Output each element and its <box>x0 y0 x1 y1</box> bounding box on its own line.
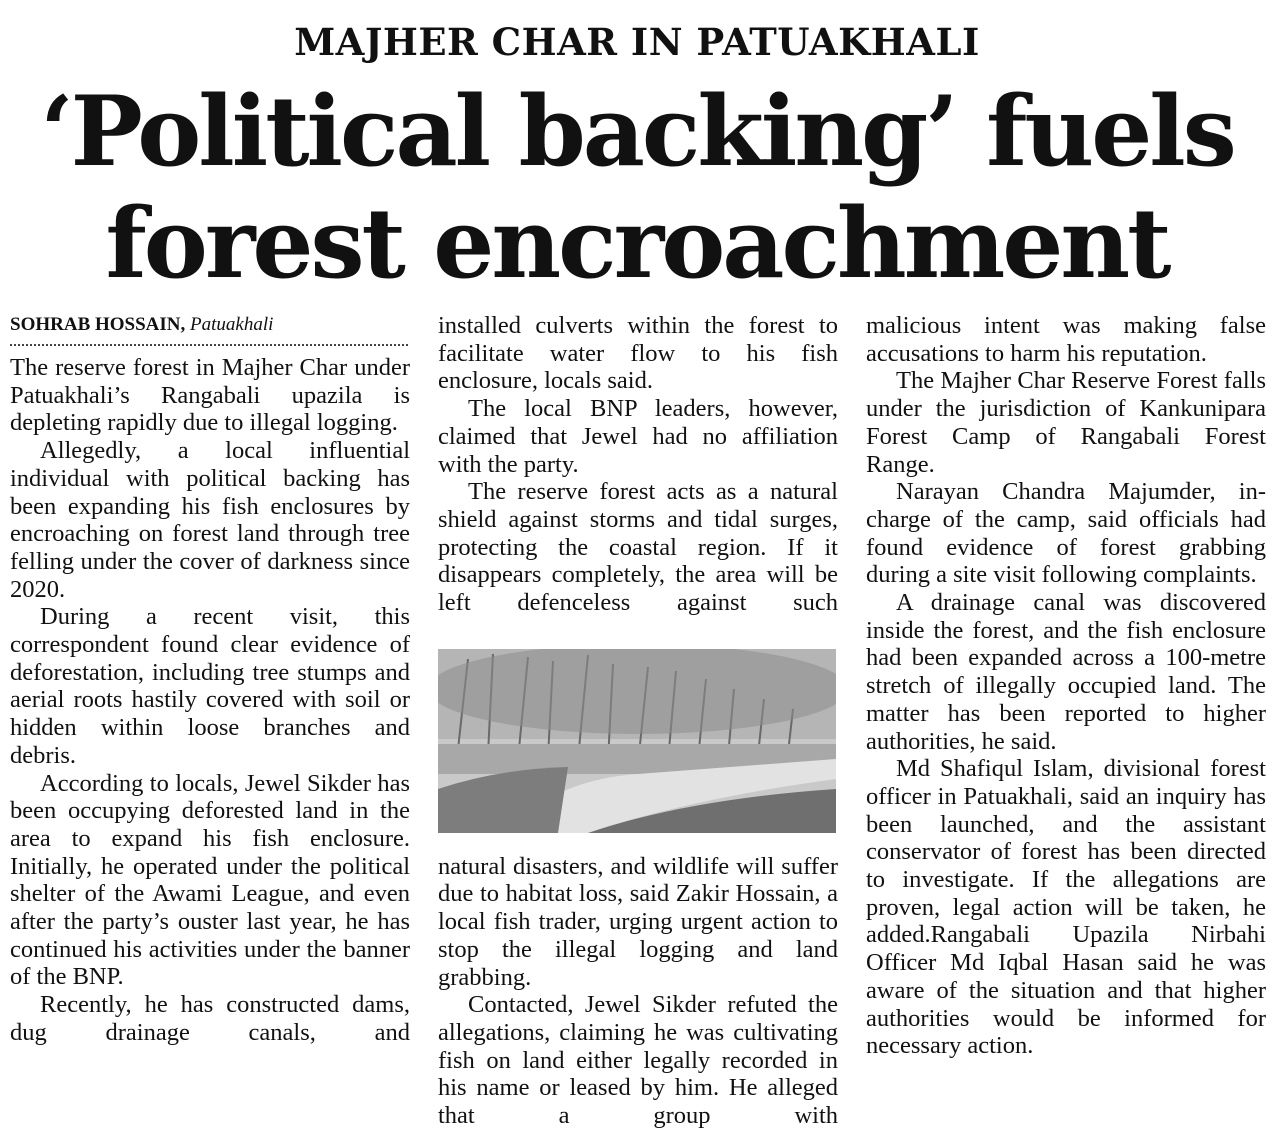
byline-location: Patuakhali <box>190 314 274 335</box>
column-1 <box>10 312 410 1047</box>
headline-line-1: ‘Political backing’ fuels <box>40 75 1234 188</box>
paragraph: The reserve forest in Majher Char under Patuakhali’s Rangabali upazila is depleting rapidly due to illegal logging. <box>10 354 410 437</box>
column-3 <box>866 312 1266 1060</box>
kicker: MAJHER CHAR IN PATUAKHALI <box>294 20 980 64</box>
paragraph: The local BNP leaders, however, claimed that Jewel had no affiliation with the party. <box>438 395 838 478</box>
headline-line-2: forest encroachment <box>105 187 1169 300</box>
paragraph: The reserve forest acts as a natural shield against storms and tidal surges, protecting the coastal region. If it disappears completely, the area will be left defenceless against such <box>438 478 838 617</box>
forest-canal-image <box>438 649 836 833</box>
forest-photo <box>438 649 836 833</box>
headline <box>0 76 1274 300</box>
paragraph: natural disasters, and wildlife will suffer due to habitat loss, said Zakir Hossain, a local fish trader, urging urgent action to stop the illegal logging and land grabbing. <box>438 852 838 991</box>
paragraph: According to locals, Jewel Sikder has been occupying deforested land in the area to expand his fish enclosure. Initially, he operated under the political shelter of the Awami League, and even after the party’s ouster last year, he has continued his activities under the banner of the BNP. <box>10 769 410 991</box>
paragraph: malicious intent was making false accusations to harm his reputation. <box>866 312 1266 367</box>
paragraph: Contacted, Jewel Sikder refuted the allegations, claiming he was cultivating fish on land either legally recorded in his name or leased by him. He alleged that a group with <box>438 991 838 1130</box>
byline-divider <box>10 344 408 346</box>
byline <box>10 312 410 338</box>
paragraph: Md Shafiqul Islam, divisional forest officer in Patuakhali, said an inquiry has been launched, and the assistant conservator of forest has been directed to investigate. If the allegations are proven, legal action will be taken, he added.Rangabali Upazila Nirbahi Officer Md Iqbal Hasan said he was aware of the situation and that higher authorities would be informed for necessary action. <box>866 755 1266 1060</box>
paragraph: Narayan Chandra Majumder, in-charge of the camp, said officials had found evidence of forest grabbing during a site visit following complaints. <box>866 478 1266 589</box>
paragraph: A drainage canal was discovered inside the forest, and the fish enclosure had been expanded across a 100-metre stretch of illegally occupied land. The matter has been reported to higher authorities, he said. <box>866 589 1266 755</box>
paragraph: The Majher Char Reserve Forest falls under the jurisdiction of Kankunipara Forest Camp of Rangabali Forest Range. <box>866 367 1266 478</box>
paragraph: installed culverts within the forest to facilitate water flow to his fish enclosure, locals said. <box>438 312 838 395</box>
paragraph: Allegedly, a local influential individual with political backing has been expanding his fish enclosures by encroaching on forest land through tree felling under the cover of darkness since 2020. <box>10 437 410 603</box>
paragraph: During a recent visit, this correspondent found clear evidence of deforestation, including tree stumps and aerial roots hastily covered with soil or hidden within loose branches and debris. <box>10 603 410 769</box>
column-2 <box>438 312 838 1130</box>
paragraph: Recently, he has constructed dams, dug drainage canals, and <box>10 991 410 1046</box>
byline-author: SOHRAB HOSSAIN, <box>10 314 186 335</box>
